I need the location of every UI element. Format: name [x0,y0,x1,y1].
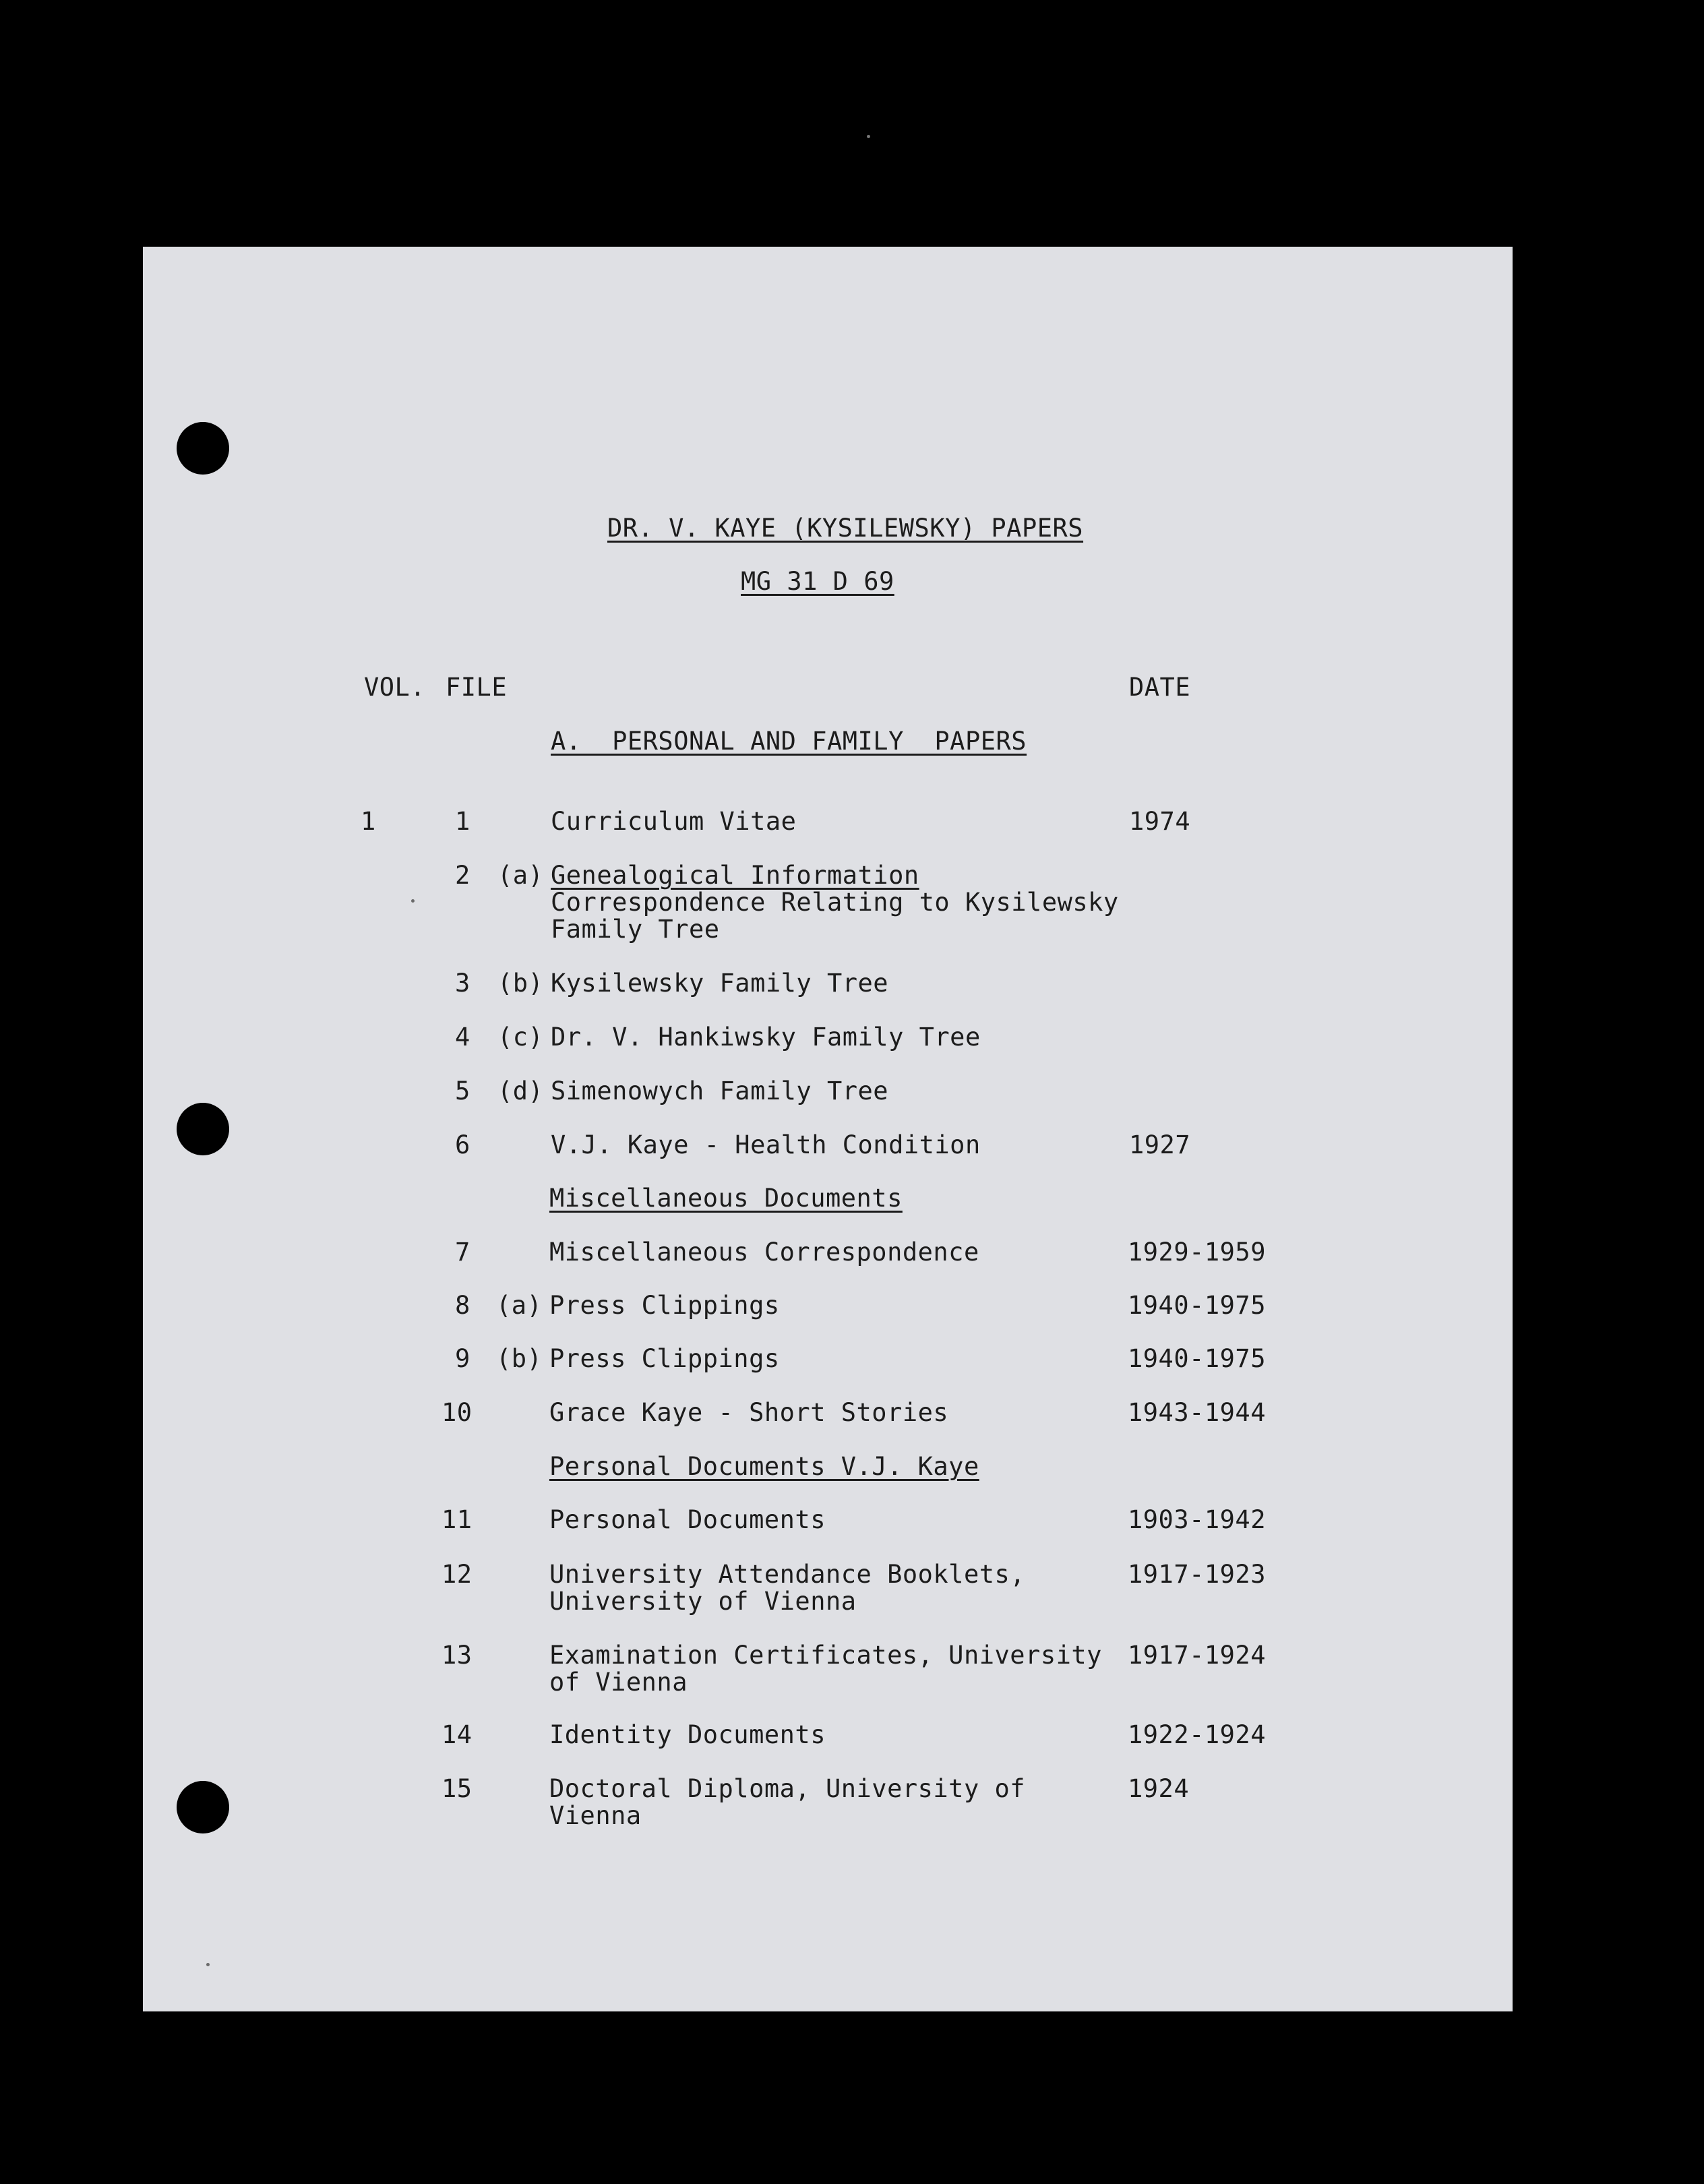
file-number: 4 [455,1023,470,1052]
entry-date: 1917-1923 [1128,1560,1266,1589]
entry-title: Press Clippings [549,1291,780,1320]
file-number: 7 [455,1238,470,1267]
subheading-misc-documents: Miscellaneous Documents [549,1184,903,1213]
entry-date: 1927 [1129,1130,1191,1159]
sub-marker: (a) [496,1291,543,1320]
file-number: 5 [455,1076,470,1105]
entry-title: Dr. V. Hankiwsky Family Tree [551,1023,981,1052]
file-number: 12 [442,1560,473,1589]
entry-title: V.J. Kaye - Health Condition [551,1130,981,1159]
sub-marker: (d) [497,1076,544,1105]
file-number: 2 [455,861,470,890]
file-number: 1 [455,807,470,836]
sub-marker: (b) [497,969,544,998]
entry-date: 1924 [1128,1774,1190,1803]
entry-title-continued: of Vienna [549,1668,688,1697]
sub-marker: (c) [497,1023,544,1052]
reference-number: MG 31 D 69 [741,567,894,596]
entry-title: Grace Kaye - Short Stories [549,1398,949,1427]
entry-title: Kysilewsky Family Tree [551,969,889,998]
entry-date: 1974 [1129,807,1191,836]
section-heading-a: A. PERSONAL AND FAMILY PAPERS [551,727,1027,756]
entry-title-continued: Family Tree [551,915,720,944]
entry-title: Curriculum Vitae [551,807,797,836]
file-number: 6 [455,1130,470,1159]
entry-title: Press Clippings [549,1344,780,1373]
file-number: 14 [442,1720,473,1749]
entry-title: Personal Documents [549,1505,826,1534]
entry-date: 1903-1942 [1128,1505,1266,1534]
entry-date: 1943-1944 [1128,1398,1266,1427]
entry-title-continued: Vienna [549,1801,642,1830]
file-number: 15 [442,1774,473,1803]
entry-date: 1940-1975 [1128,1344,1266,1373]
entry-date: 1917-1924 [1128,1641,1266,1670]
file-number: 13 [442,1641,473,1670]
sub-marker: (a) [497,861,544,890]
file-number: 9 [455,1344,470,1373]
file-number: 3 [455,969,470,998]
scan-speck [411,899,415,903]
entry-title: Correspondence Relating to Kysilewsky [551,888,1119,917]
file-number: 11 [442,1505,473,1534]
entry-title: Simenowych Family Tree [551,1076,889,1105]
file-number: 10 [442,1398,473,1427]
entry-date: 1940-1975 [1128,1291,1266,1320]
column-header-file: FILE [446,673,508,702]
entry-title: University Attendance Booklets, [549,1560,1026,1589]
entry-title-continued: University of Vienna [549,1587,857,1616]
scan-speck [206,1963,210,1966]
column-header-date: DATE [1129,673,1191,702]
entry-date: 1929-1959 [1128,1238,1266,1267]
scan-speck [867,135,870,138]
entry-date: 1922-1924 [1128,1720,1266,1749]
entry-title: Examination Certificates, University [549,1641,1102,1670]
punch-hole-bottom [177,1781,229,1833]
subheading-personal-documents: Personal Documents V.J. Kaye [549,1452,979,1481]
volume-number: 1 [361,807,376,836]
entry-title: Miscellaneous Correspondence [549,1238,979,1267]
entry-title: Identity Documents [549,1720,826,1749]
entry-title: Doctoral Diploma, University of [549,1774,1026,1803]
punch-hole-middle [177,1103,229,1155]
entry-heading: Genealogical Information [551,861,919,890]
punch-hole-top [177,422,229,475]
column-header-vol: VOL. [364,673,426,702]
sub-marker: (b) [496,1344,543,1373]
document-page [143,247,1513,2011]
page-title: DR. V. KAYE (KYSILEWSKY) PAPERS [607,514,1084,543]
file-number: 8 [455,1291,470,1320]
